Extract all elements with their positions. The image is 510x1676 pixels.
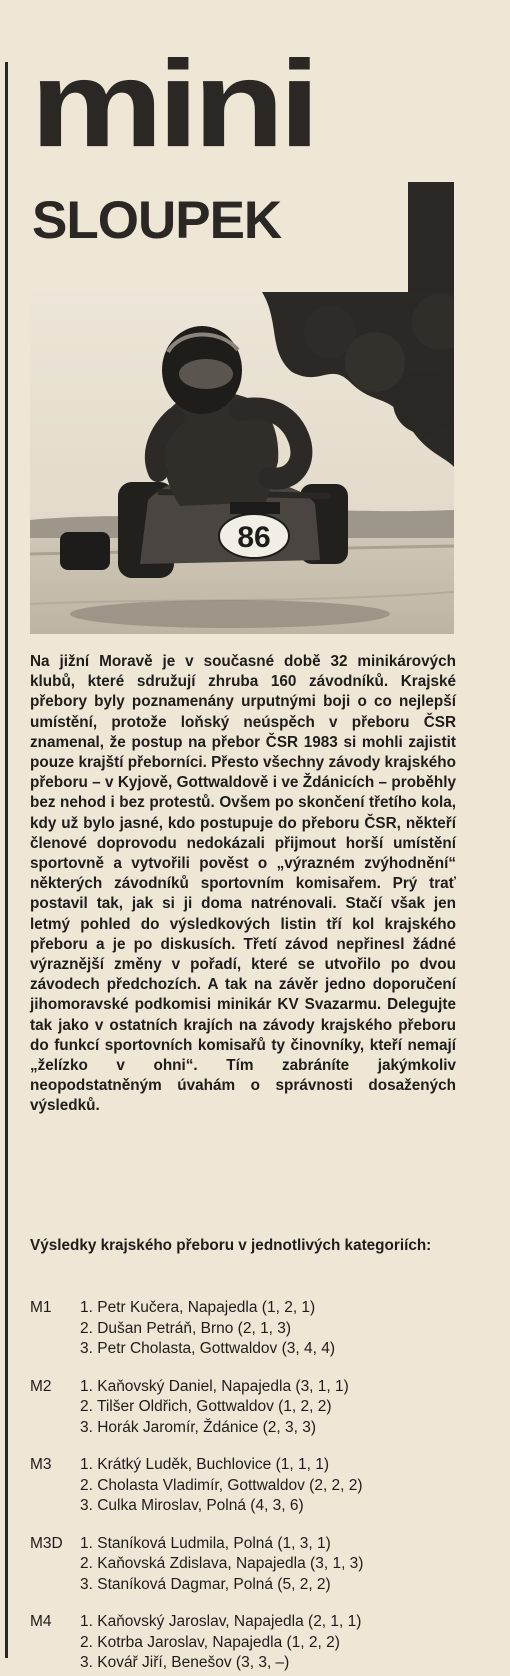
article-body: Na jižní Moravě je v současné době 32 minikárových klubů, které sdružují zhruba 160 závodníků. Krajské přebory byly poznamenány urputnými boji o co nejlepší umístění, protože loňský neúspěch v přeboru ČSR znamenal, že postup na přebor ČSR 1983 si mohli zajistit pouze krajští přeborníci. Přesto všechny závody krajského přeboru – v Kyjově, Gottwaldově i ve Ždánicích – proběhly bez nehod i bez protestů. Ovšem po skončení třetího kola, kdy už bylo jasné, kdo postupuje do přeboru ČSR, někteří členové doprovodu nedokázali přijmout horší umístění sportovně a vytvořili pověst o „výrazném zvýhodnění“ některých závodníků sportovním komisařem. Prý trať postavil tak, jak si ji doma natrénovali. Stačí však jen letmý pohled do výsledkových listin tří kol krajského přeboru a je po diskusích. Třetí závod nepřinesl žádné výraznější změny v pořadí, které se utvořilo po dvou závodech předchozích. A tak na závěr jedno doporučení jihomoravské podkomisi minikár KV Svazarmu. Delegujte tak jako v ostatních krajích na závody krajského přeboru do funkcí sportovních komisařů ty činovníky, kteří nemají „želízko v ohni“. Tím zabráníte jakýmkoliv neopodstatněným úvahám o správnosti dosažených výsledků. [30, 653, 456, 1115]
category-label: M1 [30, 1299, 52, 1316]
result-entry: 1. Kaňovský Daniel, Napajedla (3, 1, 1) [80, 1377, 349, 1395]
result-entry: 3. Petr Cholasta, Gottwaldov (3, 4, 4) [80, 1340, 336, 1357]
results-heading: Výsledky krajského přeboru v jednotlivých kategoriích: [30, 1237, 432, 1254]
results-list [30, 1298, 470, 1676]
masthead [30, 34, 450, 257]
left-column-rule [5, 62, 8, 1658]
results-category-m3 [30, 1455, 470, 1517]
masthead-black-bar [408, 182, 454, 292]
result-entry: 2. Cholasta Vladimír, Gottwaldov (2, 2, 2) [80, 1476, 363, 1494]
result-entry: 2. Kaňovská Zdislava, Napajedla (3, 1, 3) [80, 1555, 364, 1572]
result-entry: 3. Kovář Jiří, Benešov (3, 3, –) [80, 1654, 290, 1671]
result-entry: 1. Krátký Luděk, Buchlovice (1, 1, 1) [80, 1456, 329, 1473]
result-entry: 2. Tilšer Oldřich, Gottwaldov (1, 2, 2) [80, 1398, 332, 1415]
results-category-m1 [30, 1298, 470, 1360]
results-category-m3d [30, 1534, 470, 1596]
category-label: M3 [30, 1456, 52, 1473]
results-category-m2 [30, 1377, 470, 1439]
result-entry: 3. Culka Miroslav, Polná (4, 3, 6) [80, 1497, 304, 1514]
category-label: M3D [30, 1534, 63, 1552]
result-entry: 3. Staníková Dagmar, Polná (5, 2, 2) [80, 1575, 331, 1593]
result-entry: 1. Staníková Ludmila, Polná (1, 3, 1) [80, 1534, 331, 1552]
category-label: M2 [30, 1377, 52, 1395]
result-entry: 2. Kotrba Jaroslav, Napajedla (1, 2, 2) [80, 1633, 340, 1651]
masthead-title-mini: mini [30, 34, 315, 173]
result-entry: 1. Kaňovský Jaroslav, Napajedla (2, 1, 1) [80, 1613, 362, 1630]
category-label: M4 [30, 1613, 52, 1630]
minikart-photo [30, 292, 454, 634]
kart-number-plate: 86 [237, 521, 271, 554]
result-entry: 1. Petr Kučera, Napajedla (1, 2, 1) [80, 1299, 316, 1316]
results-category-m4 [30, 1612, 470, 1674]
result-entry: 2. Dušan Petráň, Brno (2, 1, 3) [80, 1319, 292, 1337]
masthead-title-sloupek: SLOUPEK [32, 191, 282, 250]
result-entry: 3. Horák Jaromír, Ždánice (2, 3, 3) [80, 1418, 317, 1436]
